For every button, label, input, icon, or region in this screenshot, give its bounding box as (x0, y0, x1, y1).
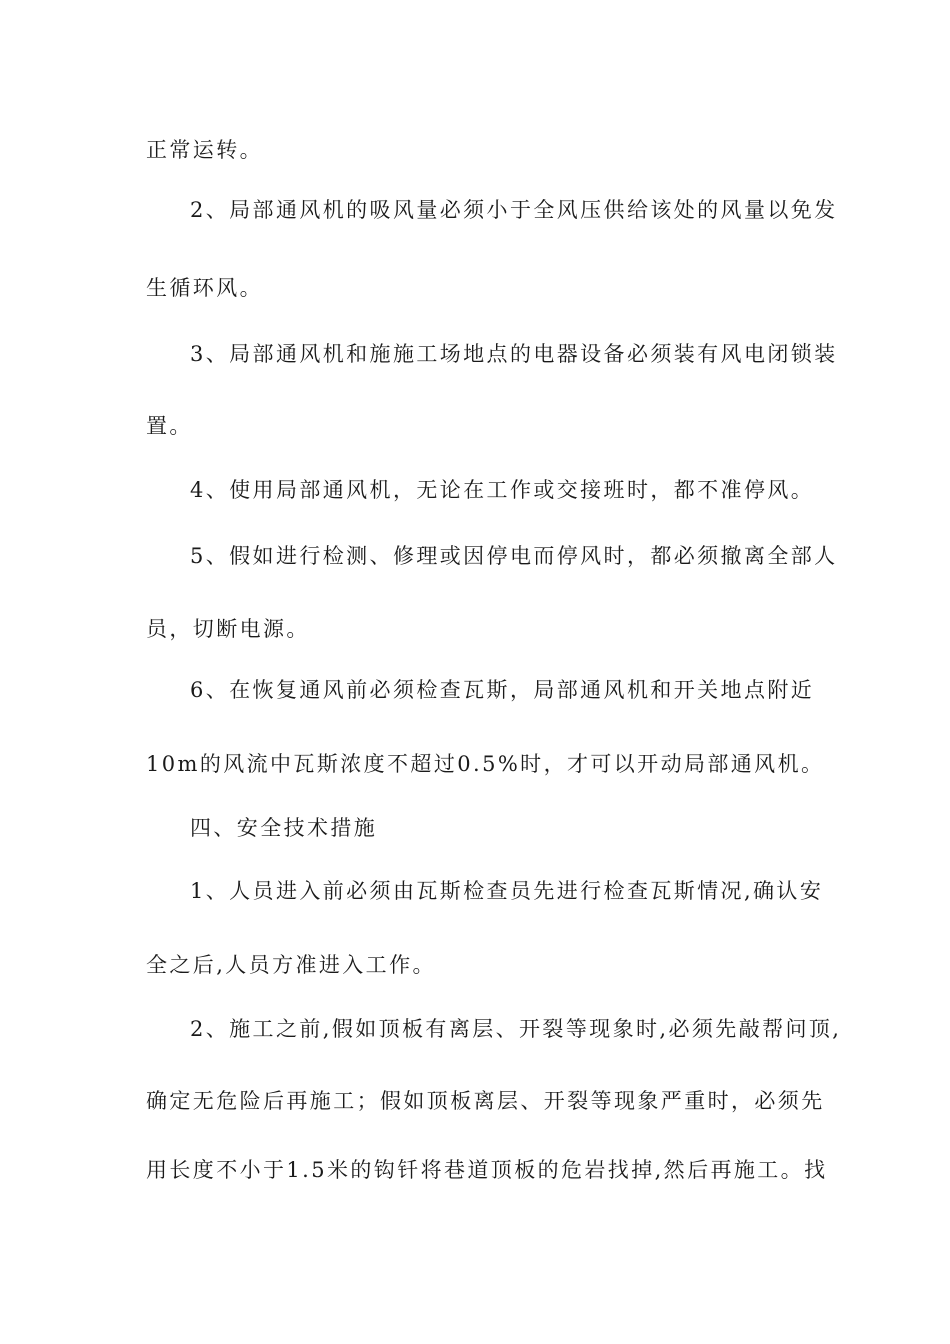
paragraph-line: 6、在恢复通风前必须检查瓦斯，局部通风机和开关地点附近 (190, 678, 815, 702)
paragraph-line: 正常运转。 (146, 138, 263, 162)
paragraph-line: 3、局部通风机和施施工场地点的电器设备必须装有风电闭锁装 (190, 342, 838, 366)
paragraph-line: 用长度不小于1.5米的钩钎将巷道顶板的危岩找掉,然后再施工。找 (146, 1158, 828, 1182)
paragraph-line: 生循环风。 (146, 276, 263, 300)
paragraph-line: 2、施工之前,假如顶板有离层、开裂等现象时,必须先敲帮问顶, (190, 1017, 842, 1041)
paragraph-line: 确定无危险后再施工；假如顶板离层、开裂等现象严重时，必须先 (146, 1089, 825, 1113)
section-heading: 四、安全技术措施 (190, 816, 378, 840)
paragraph-line: 2、局部通风机的吸风量必须小于全风压供给该处的风量以免发 (190, 198, 838, 222)
paragraph-line: 10m的风流中瓦斯浓度不超过0.5%时，才可以开动局部通风机。 (146, 752, 825, 776)
paragraph-line: 5、假如进行检测、修理或因停电而停风时，都必须撤离全部人 (190, 544, 838, 568)
paragraph-line: 4、使用局部通风机，无论在工作或交接班时，都不准停风。 (190, 478, 815, 502)
paragraph-line: 1、人员进入前必须由瓦斯检查员先进行检查瓦斯情况,确认安 (190, 879, 824, 903)
paragraph-line: 置。 (146, 414, 193, 438)
paragraph-line: 全之后,人员方准进入工作。 (146, 953, 436, 977)
paragraph-line: 员，切断电源。 (146, 617, 310, 641)
